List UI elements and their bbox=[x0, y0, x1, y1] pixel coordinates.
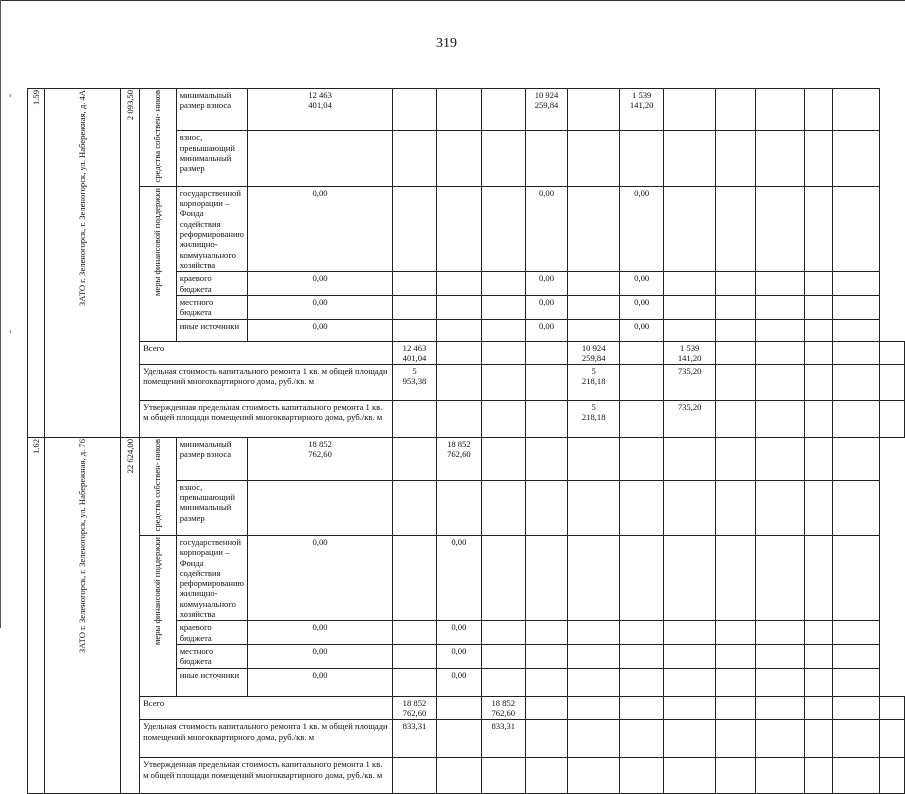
value-cell: 0,00 bbox=[247, 668, 392, 696]
value-cell bbox=[664, 89, 716, 131]
row-label: минимальный размер взноса bbox=[176, 438, 247, 480]
row-number: 1.59 bbox=[31, 90, 41, 106]
value-cell bbox=[756, 645, 804, 669]
value-cell bbox=[393, 295, 437, 319]
value-cell: 0,00 bbox=[436, 621, 481, 645]
value-cell: 12 463 401,04 bbox=[247, 89, 392, 131]
value-cell bbox=[619, 696, 663, 720]
table-row bbox=[28, 341, 905, 365]
value-cell bbox=[568, 131, 620, 186]
value-cell bbox=[832, 621, 879, 645]
table-row bbox=[28, 535, 905, 621]
group-financial-support-cell bbox=[140, 535, 177, 696]
value-cell bbox=[715, 480, 755, 535]
value-cell bbox=[664, 186, 716, 272]
value-cell bbox=[756, 696, 804, 720]
value-cell bbox=[481, 645, 525, 669]
value-cell bbox=[619, 401, 663, 438]
value-cell bbox=[756, 341, 804, 365]
value-cell bbox=[436, 365, 481, 401]
row-label: минимальный размер взноса bbox=[176, 89, 247, 131]
value-cell: 0,00 bbox=[525, 319, 568, 341]
value-cell bbox=[481, 668, 525, 696]
value-cell bbox=[832, 480, 879, 535]
value-cell bbox=[525, 645, 568, 669]
value-cell bbox=[436, 341, 481, 365]
value-cell bbox=[481, 621, 525, 645]
house-address-cell bbox=[45, 438, 121, 794]
value-cell bbox=[481, 186, 525, 272]
value-cell bbox=[664, 480, 716, 535]
value-cell bbox=[619, 131, 663, 186]
value-cell: 0,00 bbox=[619, 319, 663, 341]
value-cell bbox=[756, 295, 804, 319]
value-cell bbox=[879, 720, 904, 758]
value-cell bbox=[247, 480, 392, 535]
value-cell: 735,20 bbox=[664, 365, 716, 401]
value-cell bbox=[393, 131, 437, 186]
table-row bbox=[28, 401, 905, 438]
value-cell bbox=[436, 401, 481, 438]
value-cell bbox=[568, 621, 620, 645]
value-cell bbox=[481, 758, 525, 794]
value-cell: 0,00 bbox=[436, 645, 481, 669]
value-cell bbox=[481, 480, 525, 535]
value-cell bbox=[664, 696, 716, 720]
value-cell: 18 852 762,60 bbox=[481, 696, 525, 720]
value-cell bbox=[715, 89, 755, 131]
value-cell bbox=[756, 438, 804, 480]
house-address: ЗАТО г. Зеленогорск, г. Зеленогорск, ул. Набережная, д. 76 bbox=[76, 439, 87, 654]
value-cell bbox=[756, 365, 804, 401]
value-cell bbox=[664, 272, 716, 296]
row-label: Удельная стоимость капитального ремонта 1 кв. м общей площади помещений многоквартирного дома, руб./кв. м bbox=[140, 365, 393, 401]
group-financial-support-cell bbox=[140, 186, 177, 341]
value-cell bbox=[756, 720, 804, 758]
value-cell bbox=[664, 131, 716, 186]
value-cell bbox=[715, 621, 755, 645]
row-label: государственной корпорации – Фонда содействия реформированию жилищно-коммунального хозяйства bbox=[176, 186, 247, 272]
value-cell: 0,00 bbox=[247, 186, 392, 272]
value-cell: 18 852 762,60 bbox=[393, 696, 437, 720]
value-cell bbox=[715, 131, 755, 186]
value-cell bbox=[436, 319, 481, 341]
value-cell bbox=[568, 758, 620, 794]
value-cell bbox=[804, 480, 832, 535]
value-cell bbox=[715, 365, 755, 401]
value-cell bbox=[525, 758, 568, 794]
value-cell bbox=[619, 480, 663, 535]
value-cell bbox=[715, 341, 755, 365]
value-cell bbox=[436, 186, 481, 272]
value-cell bbox=[525, 621, 568, 645]
value-cell bbox=[393, 401, 437, 438]
value-cell bbox=[804, 341, 832, 365]
value-cell bbox=[804, 272, 832, 296]
value-cell: 0,00 bbox=[247, 272, 392, 296]
value-cell: 735,20 bbox=[664, 401, 716, 438]
value-cell bbox=[664, 438, 716, 480]
value-cell bbox=[715, 272, 755, 296]
value-cell bbox=[525, 480, 568, 535]
group-financial-support: меры финансовой поддержки bbox=[151, 187, 162, 296]
value-cell bbox=[436, 720, 481, 758]
value-cell bbox=[804, 645, 832, 669]
value-cell: 0,00 bbox=[436, 668, 481, 696]
value-cell bbox=[756, 401, 804, 438]
value-cell bbox=[715, 720, 755, 758]
value-cell bbox=[619, 645, 663, 669]
house-area-cell bbox=[121, 438, 140, 794]
value-cell bbox=[568, 89, 620, 131]
table-row bbox=[28, 186, 905, 272]
value-cell bbox=[568, 272, 620, 296]
value-cell bbox=[481, 341, 525, 365]
page-number: 319 bbox=[436, 36, 457, 51]
value-cell bbox=[804, 438, 832, 480]
value-cell bbox=[247, 131, 392, 186]
value-cell bbox=[481, 438, 525, 480]
value-cell bbox=[619, 438, 663, 480]
value-cell bbox=[436, 272, 481, 296]
value-cell: 0,00 bbox=[247, 319, 392, 341]
table-row bbox=[28, 365, 905, 401]
value-cell: 0,00 bbox=[247, 535, 392, 621]
value-cell bbox=[832, 272, 879, 296]
value-cell bbox=[832, 295, 879, 319]
value-cell: 0,00 bbox=[619, 295, 663, 319]
row-label: взнос, превышающий минимальный размер bbox=[176, 480, 247, 535]
value-cell bbox=[804, 720, 832, 758]
value-cell bbox=[525, 365, 568, 401]
house-area: 2 093,50 bbox=[125, 90, 136, 121]
value-cell bbox=[525, 438, 568, 480]
value-cell: 5 218,18 bbox=[568, 365, 620, 401]
value-cell bbox=[804, 758, 832, 794]
row-label: местного бюджета bbox=[176, 645, 247, 669]
value-cell bbox=[756, 480, 804, 535]
table-row bbox=[28, 89, 905, 131]
value-cell: 18 852 762,60 bbox=[247, 438, 392, 480]
value-cell bbox=[664, 295, 716, 319]
row-label: Всего bbox=[140, 696, 393, 720]
value-cell bbox=[756, 89, 804, 131]
value-cell bbox=[832, 131, 879, 186]
value-cell: 0,00 bbox=[525, 186, 568, 272]
row-label: краевого бюджета bbox=[176, 272, 247, 296]
value-cell bbox=[715, 758, 755, 794]
value-cell: 0,00 bbox=[247, 295, 392, 319]
value-cell bbox=[832, 720, 879, 758]
value-cell bbox=[664, 319, 716, 341]
value-cell bbox=[804, 295, 832, 319]
value-cell bbox=[756, 272, 804, 296]
row-label: взнос, превышающий минимальный размер bbox=[176, 131, 247, 186]
group-owner-funds-cell bbox=[140, 438, 177, 536]
value-cell bbox=[568, 720, 620, 758]
value-cell bbox=[715, 438, 755, 480]
value-cell bbox=[804, 696, 832, 720]
value-cell bbox=[525, 668, 568, 696]
row-number: 1.62 bbox=[31, 439, 41, 455]
value-cell bbox=[804, 535, 832, 621]
value-cell bbox=[568, 645, 620, 669]
value-cell bbox=[832, 341, 879, 365]
value-cell: 833,31 bbox=[393, 720, 437, 758]
value-cell bbox=[481, 131, 525, 186]
value-cell bbox=[756, 319, 804, 341]
value-cell bbox=[481, 272, 525, 296]
value-cell bbox=[393, 480, 437, 535]
value-cell bbox=[832, 438, 879, 480]
value-cell bbox=[879, 696, 904, 720]
value-cell bbox=[879, 341, 904, 365]
value-cell bbox=[804, 89, 832, 131]
value-cell bbox=[481, 365, 525, 401]
value-cell bbox=[393, 645, 437, 669]
value-cell: 0,00 bbox=[525, 295, 568, 319]
value-cell bbox=[393, 621, 437, 645]
value-cell bbox=[664, 621, 716, 645]
group-owner-funds: средства собствен- ников bbox=[151, 439, 162, 532]
repair-cost-table bbox=[27, 88, 905, 794]
value-cell bbox=[393, 438, 437, 480]
value-cell: 0,00 bbox=[436, 535, 481, 621]
row-label: местного бюджета bbox=[176, 295, 247, 319]
value-cell bbox=[756, 131, 804, 186]
value-cell bbox=[804, 186, 832, 272]
value-cell: 18 852 762,60 bbox=[436, 438, 481, 480]
value-cell: 0,00 bbox=[619, 272, 663, 296]
row-label: Утвержденная предельная стоимость капитального ремонта 1 кв. м общей площади помещений многоквартирного дома, руб./кв. м bbox=[140, 758, 393, 794]
value-cell bbox=[619, 535, 663, 621]
value-cell bbox=[619, 621, 663, 645]
margin-mark: ‹ bbox=[9, 326, 12, 336]
value-cell bbox=[568, 295, 620, 319]
value-cell bbox=[525, 535, 568, 621]
value-cell bbox=[436, 696, 481, 720]
value-cell bbox=[619, 758, 663, 794]
value-cell bbox=[619, 365, 663, 401]
value-cell bbox=[832, 535, 879, 621]
value-cell bbox=[525, 401, 568, 438]
margin-mark: ‹ bbox=[9, 90, 12, 100]
value-cell bbox=[756, 758, 804, 794]
value-cell bbox=[832, 365, 879, 401]
value-cell bbox=[664, 645, 716, 669]
value-cell: 10 924 259,84 bbox=[568, 341, 620, 365]
value-cell bbox=[619, 720, 663, 758]
value-cell bbox=[715, 295, 755, 319]
house-area-cell bbox=[121, 89, 140, 438]
value-cell bbox=[568, 668, 620, 696]
value-cell bbox=[804, 621, 832, 645]
value-cell bbox=[756, 186, 804, 272]
value-cell bbox=[832, 186, 879, 272]
value-cell bbox=[832, 668, 879, 696]
value-cell bbox=[393, 89, 437, 131]
value-cell: 1 539 141,20 bbox=[619, 89, 663, 131]
value-cell bbox=[879, 401, 904, 438]
value-cell bbox=[715, 645, 755, 669]
value-cell bbox=[436, 480, 481, 535]
value-cell bbox=[568, 186, 620, 272]
value-cell bbox=[568, 535, 620, 621]
value-cell bbox=[393, 319, 437, 341]
table-row bbox=[28, 696, 905, 720]
value-cell bbox=[664, 668, 716, 696]
table-row bbox=[28, 720, 905, 758]
value-cell bbox=[393, 668, 437, 696]
value-cell bbox=[756, 668, 804, 696]
value-cell bbox=[664, 758, 716, 794]
group-financial-support: меры финансовой поддержки bbox=[151, 536, 162, 645]
value-cell bbox=[756, 621, 804, 645]
value-cell bbox=[715, 668, 755, 696]
house-address: ЗАТО г. Зеленогорск, г. Зеленогорск, ул. Набережная, д. 4А bbox=[76, 90, 87, 307]
value-cell bbox=[804, 668, 832, 696]
value-cell bbox=[436, 131, 481, 186]
value-cell bbox=[568, 696, 620, 720]
value-cell bbox=[715, 186, 755, 272]
value-cell bbox=[568, 319, 620, 341]
value-cell bbox=[393, 272, 437, 296]
value-cell bbox=[832, 319, 879, 341]
value-cell: 0,00 bbox=[247, 621, 392, 645]
value-cell bbox=[481, 89, 525, 131]
value-cell: 5 218,18 bbox=[568, 401, 620, 438]
value-cell bbox=[715, 696, 755, 720]
value-cell bbox=[804, 401, 832, 438]
value-cell bbox=[568, 480, 620, 535]
value-cell: 0,00 bbox=[247, 645, 392, 669]
page-left-border bbox=[0, 0, 1, 628]
page-top-border bbox=[0, 0, 905, 1]
row-label: иные источники bbox=[176, 319, 247, 341]
row-label: Утвержденная предельная стоимость капитального ремонта 1 кв. м общей площади помещений многоквартирного дома, руб./кв. м bbox=[140, 401, 393, 438]
row-number-cell bbox=[28, 89, 45, 438]
group-owner-funds: средства собствен- ников bbox=[151, 90, 162, 183]
value-cell bbox=[436, 758, 481, 794]
value-cell bbox=[832, 401, 879, 438]
value-cell bbox=[832, 89, 879, 131]
house-address-cell bbox=[45, 89, 121, 438]
value-cell: 833,31 bbox=[481, 720, 525, 758]
value-cell bbox=[879, 758, 904, 794]
table-row bbox=[28, 758, 905, 794]
value-cell: 0,00 bbox=[525, 272, 568, 296]
value-cell bbox=[804, 131, 832, 186]
value-cell bbox=[715, 401, 755, 438]
value-cell bbox=[436, 89, 481, 131]
row-label: Всего bbox=[140, 341, 393, 365]
value-cell: 10 924 259,84 bbox=[525, 89, 568, 131]
value-cell bbox=[832, 696, 879, 720]
value-cell: 0,00 bbox=[619, 186, 663, 272]
value-cell bbox=[393, 535, 437, 621]
value-cell bbox=[568, 438, 620, 480]
value-cell bbox=[756, 535, 804, 621]
value-cell bbox=[619, 668, 663, 696]
value-cell bbox=[619, 341, 663, 365]
value-cell bbox=[664, 535, 716, 621]
value-cell bbox=[715, 319, 755, 341]
row-label: краевого бюджета bbox=[176, 621, 247, 645]
row-label: государственной корпорации – Фонда содействия реформированию жилищно-коммунального хозяйства bbox=[176, 535, 247, 621]
house-area: 22 624,00 bbox=[125, 439, 136, 474]
value-cell: 5 953,38 bbox=[393, 365, 437, 401]
row-label: Удельная стоимость капитального ремонта 1 кв. м общей площади помещений многоквартирного дома, руб./кв. м bbox=[140, 720, 393, 758]
value-cell bbox=[481, 319, 525, 341]
row-number-cell bbox=[28, 438, 45, 794]
value-cell bbox=[393, 758, 437, 794]
value-cell bbox=[481, 295, 525, 319]
value-cell bbox=[804, 365, 832, 401]
value-cell bbox=[525, 131, 568, 186]
value-cell bbox=[481, 401, 525, 438]
value-cell bbox=[715, 535, 755, 621]
value-cell bbox=[525, 341, 568, 365]
value-cell bbox=[481, 535, 525, 621]
value-cell bbox=[832, 758, 879, 794]
value-cell bbox=[664, 720, 716, 758]
table-row bbox=[28, 438, 905, 480]
value-cell: 1 539 141,20 bbox=[664, 341, 716, 365]
value-cell bbox=[832, 645, 879, 669]
value-cell bbox=[393, 186, 437, 272]
value-cell bbox=[525, 696, 568, 720]
value-cell bbox=[804, 319, 832, 341]
group-owner-funds-cell bbox=[140, 89, 177, 187]
value-cell bbox=[525, 720, 568, 758]
value-cell bbox=[879, 365, 904, 401]
row-label: иные источники bbox=[176, 668, 247, 696]
value-cell: 12 463 401,04 bbox=[393, 341, 437, 365]
value-cell bbox=[436, 295, 481, 319]
